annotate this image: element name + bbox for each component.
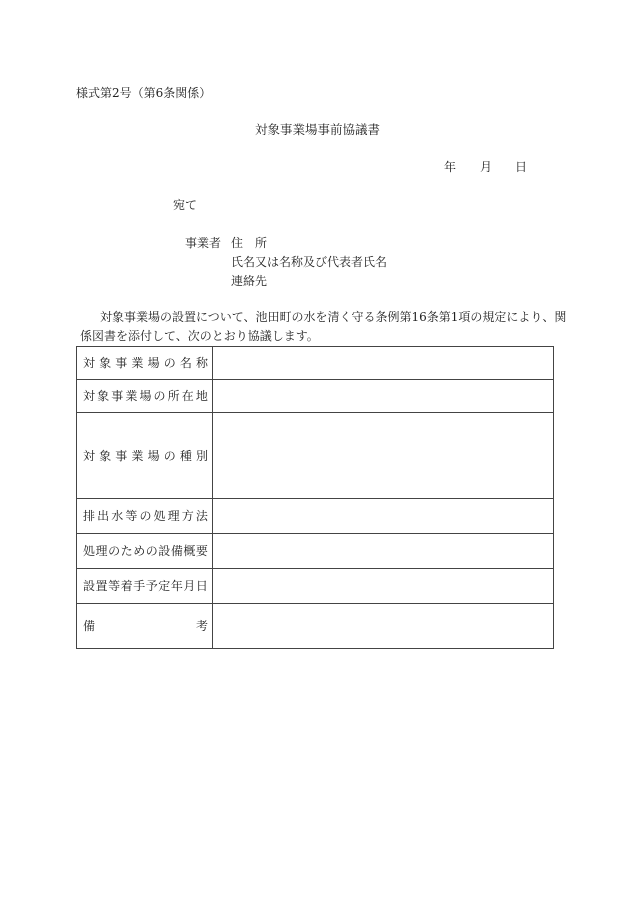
row-label-char: 地 [195,389,208,403]
table-row [77,380,554,413]
row-value-field[interactable] [213,380,554,413]
row-label-char: 場 [147,356,160,370]
row-label-char: 要 [195,544,208,558]
row-label-char: め [133,544,146,558]
addressee-suffix: 宛て [173,198,198,212]
row-label [77,604,213,649]
row-label-char: 対 [83,389,96,403]
row-label-char: 別 [195,448,208,463]
row-label-char: 概 [183,544,196,558]
row-label-char: 業 [125,389,138,403]
row-label-char: の [163,356,176,370]
document-title: 対象事業場事前協議書 [255,122,381,137]
row-label-char: 理 [95,544,108,558]
row-label-char: 予 [145,579,158,593]
row-label-char: 日 [195,579,208,593]
row-label-char: 事 [111,389,124,403]
row-label-char: 象 [99,448,112,463]
intro-text-line1: 対象事業場の設置について、池田町の水を清く守る条例第16条第1項の規定により、関 [100,310,567,324]
table-row [77,604,554,649]
row-label-char: の [139,509,152,523]
row-label-char: 備 [83,619,96,633]
row-label-char: 考 [195,619,208,633]
table-row [77,569,554,604]
row-label-char: 排 [83,509,96,523]
row-label-char: の [153,389,166,403]
row-label-char: 置 [95,579,108,593]
row-label-char: 法 [195,509,208,523]
row-value-field[interactable] [213,347,554,380]
row-label-char: 等 [108,579,121,593]
row-label-char: 所 [167,389,180,403]
row-label-char: 処 [153,509,166,523]
date-year-label: 年 [444,160,457,174]
row-label-char: 場 [139,389,152,403]
row-value-field[interactable] [213,569,554,604]
row-label-char: 称 [195,356,208,370]
row-label-char: の [163,448,176,463]
applicant-name-label: 氏名又は名称及び代表者氏名 [231,255,388,269]
row-label-char: 年 [170,579,183,593]
row-label-char: 対 [83,356,96,370]
row-label [77,569,213,604]
row-label-char: 方 [181,509,194,523]
row-label-char: 設 [158,544,171,558]
row-value-field[interactable] [213,534,554,569]
row-label [77,499,213,534]
row-label-char: 対 [83,448,96,463]
row-label-char: 場 [147,448,160,463]
row-label-char: た [120,544,133,558]
row-label-char: の [108,544,121,558]
row-label-char: 出 [97,509,110,523]
table-row [77,347,554,380]
intro-text-line2: 係図書を添付して、次のとおり協議します。 [80,329,319,343]
row-label-char: 象 [97,389,110,403]
row-value-field[interactable] [213,604,554,649]
row-label-char: 名 [179,356,192,370]
row-label-char: 理 [167,509,180,523]
row-label-char: 設 [83,579,96,593]
row-label-char: 定 [158,579,171,593]
row-label-char: 備 [170,544,183,558]
applicant-label: 事業者 [185,236,222,250]
row-label-char: 月 [183,579,196,593]
row-value-field[interactable] [213,413,554,499]
row-label-char: 業 [131,356,144,370]
table-row [77,499,554,534]
applicant-contact-label: 連絡先 [231,274,268,288]
consultation-table [76,346,554,649]
row-label-char: 業 [131,448,144,463]
row-value-field[interactable] [213,499,554,534]
date-day-label: 日 [515,160,528,174]
row-label-char: 在 [181,389,194,403]
row-label [77,534,213,569]
row-label-char: の [145,544,158,558]
table-row [77,413,554,499]
row-label-char: 事 [115,448,128,463]
row-label-char: 種 [179,448,192,463]
row-label-char: 水 [111,509,124,523]
row-label-char: 等 [125,509,138,523]
row-label [77,380,213,413]
date-month-label: 月 [480,160,493,174]
row-label-char: 処 [83,544,96,558]
form-number: 様式第2号（第6条関係） [76,86,212,100]
row-label [77,347,213,380]
applicant-address-label: 住 所 [231,236,268,250]
row-label [77,413,213,499]
table-row [77,534,554,569]
row-label-char: 象 [99,356,112,370]
row-label-char: 手 [133,579,146,593]
row-label-char: 着 [120,579,133,593]
row-label-char: 事 [115,356,128,370]
